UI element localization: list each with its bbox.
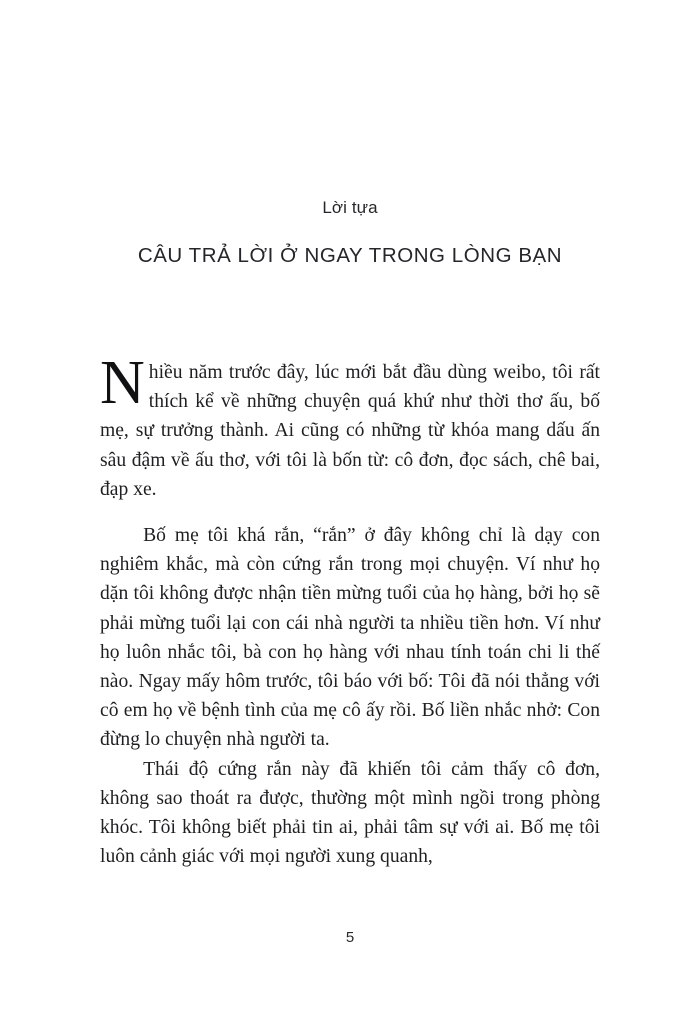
- chapter-kicker: Lời tựa: [322, 198, 378, 217]
- body-text-column: [100, 349, 600, 871]
- chapter-heading-block: [0, 196, 700, 270]
- paragraph-1-text: hiều năm trước đây, lúc mới bắt đầu dùng weibo, tôi rất thích kể về những chuyện quá khứ như thời thơ ấu, bố mẹ, sự trưởng thành. Ai cũng có những từ khóa mang dấu ấn sâu đậm về ấu thơ, với tôi là bốn từ: cô đơn, đọc sách, chê bai, đạp xe.: [100, 362, 600, 500]
- paragraph-2: Bố mẹ tôi khá rắn, “rắn” ở đây không chỉ là dạy con nghiêm khắc, mà còn cứng rắn trong mọi chuyện. Ví như họ dặn tôi không được nhận tiền mừng tuổi của họ hàng, bởi họ sẽ phải mừng tuổi lại con cái nhà người ta nhiều tiền hơn. Ví như họ luôn nhắc tôi, bà con họ hàng với nhau tính toán chi li thế nào. Ngay mấy hôm trước, tôi báo với bố: Tôi đã nói thẳng với cô em họ về bệnh tình của mẹ cô ấy rồi. Bố liền nhắc nhở: Con đừng lo chuyện nhà người ta.: [100, 525, 600, 751]
- paragraph-1: [100, 349, 600, 504]
- paragraph-3: Thái độ cứng rắn này đã khiến tôi cảm thấy cô đơn, không sao thoát ra được, thường một mình ngồi trong phòng khóc. Tôi không biết phải tin ai, phải tâm sự với ai. Bố mẹ tôi luôn cảnh giác với mọi người xung quanh,: [100, 758, 600, 868]
- chapter-title: CÂU TRẢ LỜI Ở NGAY TRONG LÒNG BẠN: [137, 244, 563, 267]
- page-number: 5: [345, 929, 355, 946]
- drop-cap-letter: N: [100, 349, 145, 417]
